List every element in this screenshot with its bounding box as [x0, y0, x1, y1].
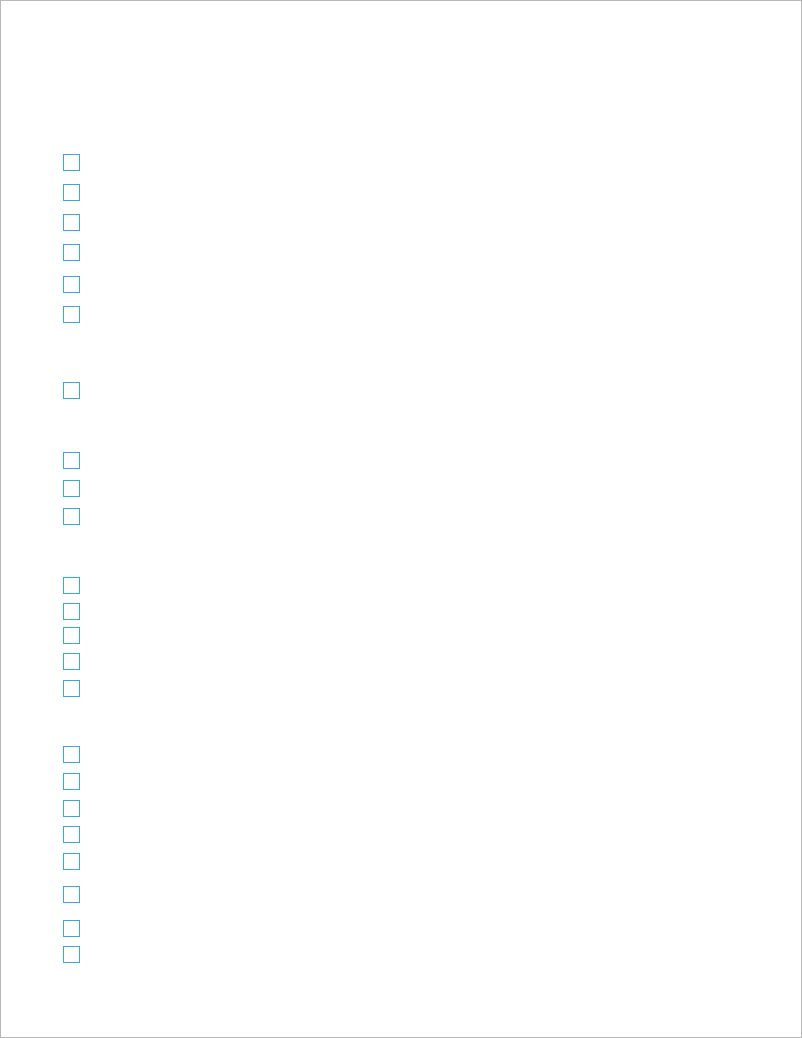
checkbox[interactable]: [63, 452, 80, 469]
checkbox[interactable]: [63, 480, 80, 497]
checkbox[interactable]: [63, 800, 80, 817]
checkbox[interactable]: [63, 920, 80, 937]
checkbox[interactable]: [63, 244, 80, 261]
checkbox[interactable]: [63, 577, 80, 594]
checkbox[interactable]: [63, 853, 80, 870]
checkbox[interactable]: [63, 154, 80, 171]
checkbox[interactable]: [63, 886, 80, 903]
checkbox[interactable]: [63, 603, 80, 620]
checkbox[interactable]: [63, 214, 80, 231]
checkbox[interactable]: [63, 382, 80, 399]
checkbox[interactable]: [63, 746, 80, 763]
checkbox[interactable]: [63, 653, 80, 670]
checkbox[interactable]: [63, 627, 80, 644]
checkbox[interactable]: [63, 306, 80, 323]
checkbox[interactable]: [63, 680, 80, 697]
checkbox[interactable]: [63, 276, 80, 293]
vertical-title: [687, 136, 767, 776]
checkbox[interactable]: [63, 826, 80, 843]
checkbox[interactable]: [63, 184, 80, 201]
checkbox[interactable]: [63, 773, 80, 790]
checkbox[interactable]: [63, 946, 80, 963]
checkbox[interactable]: [63, 508, 80, 525]
